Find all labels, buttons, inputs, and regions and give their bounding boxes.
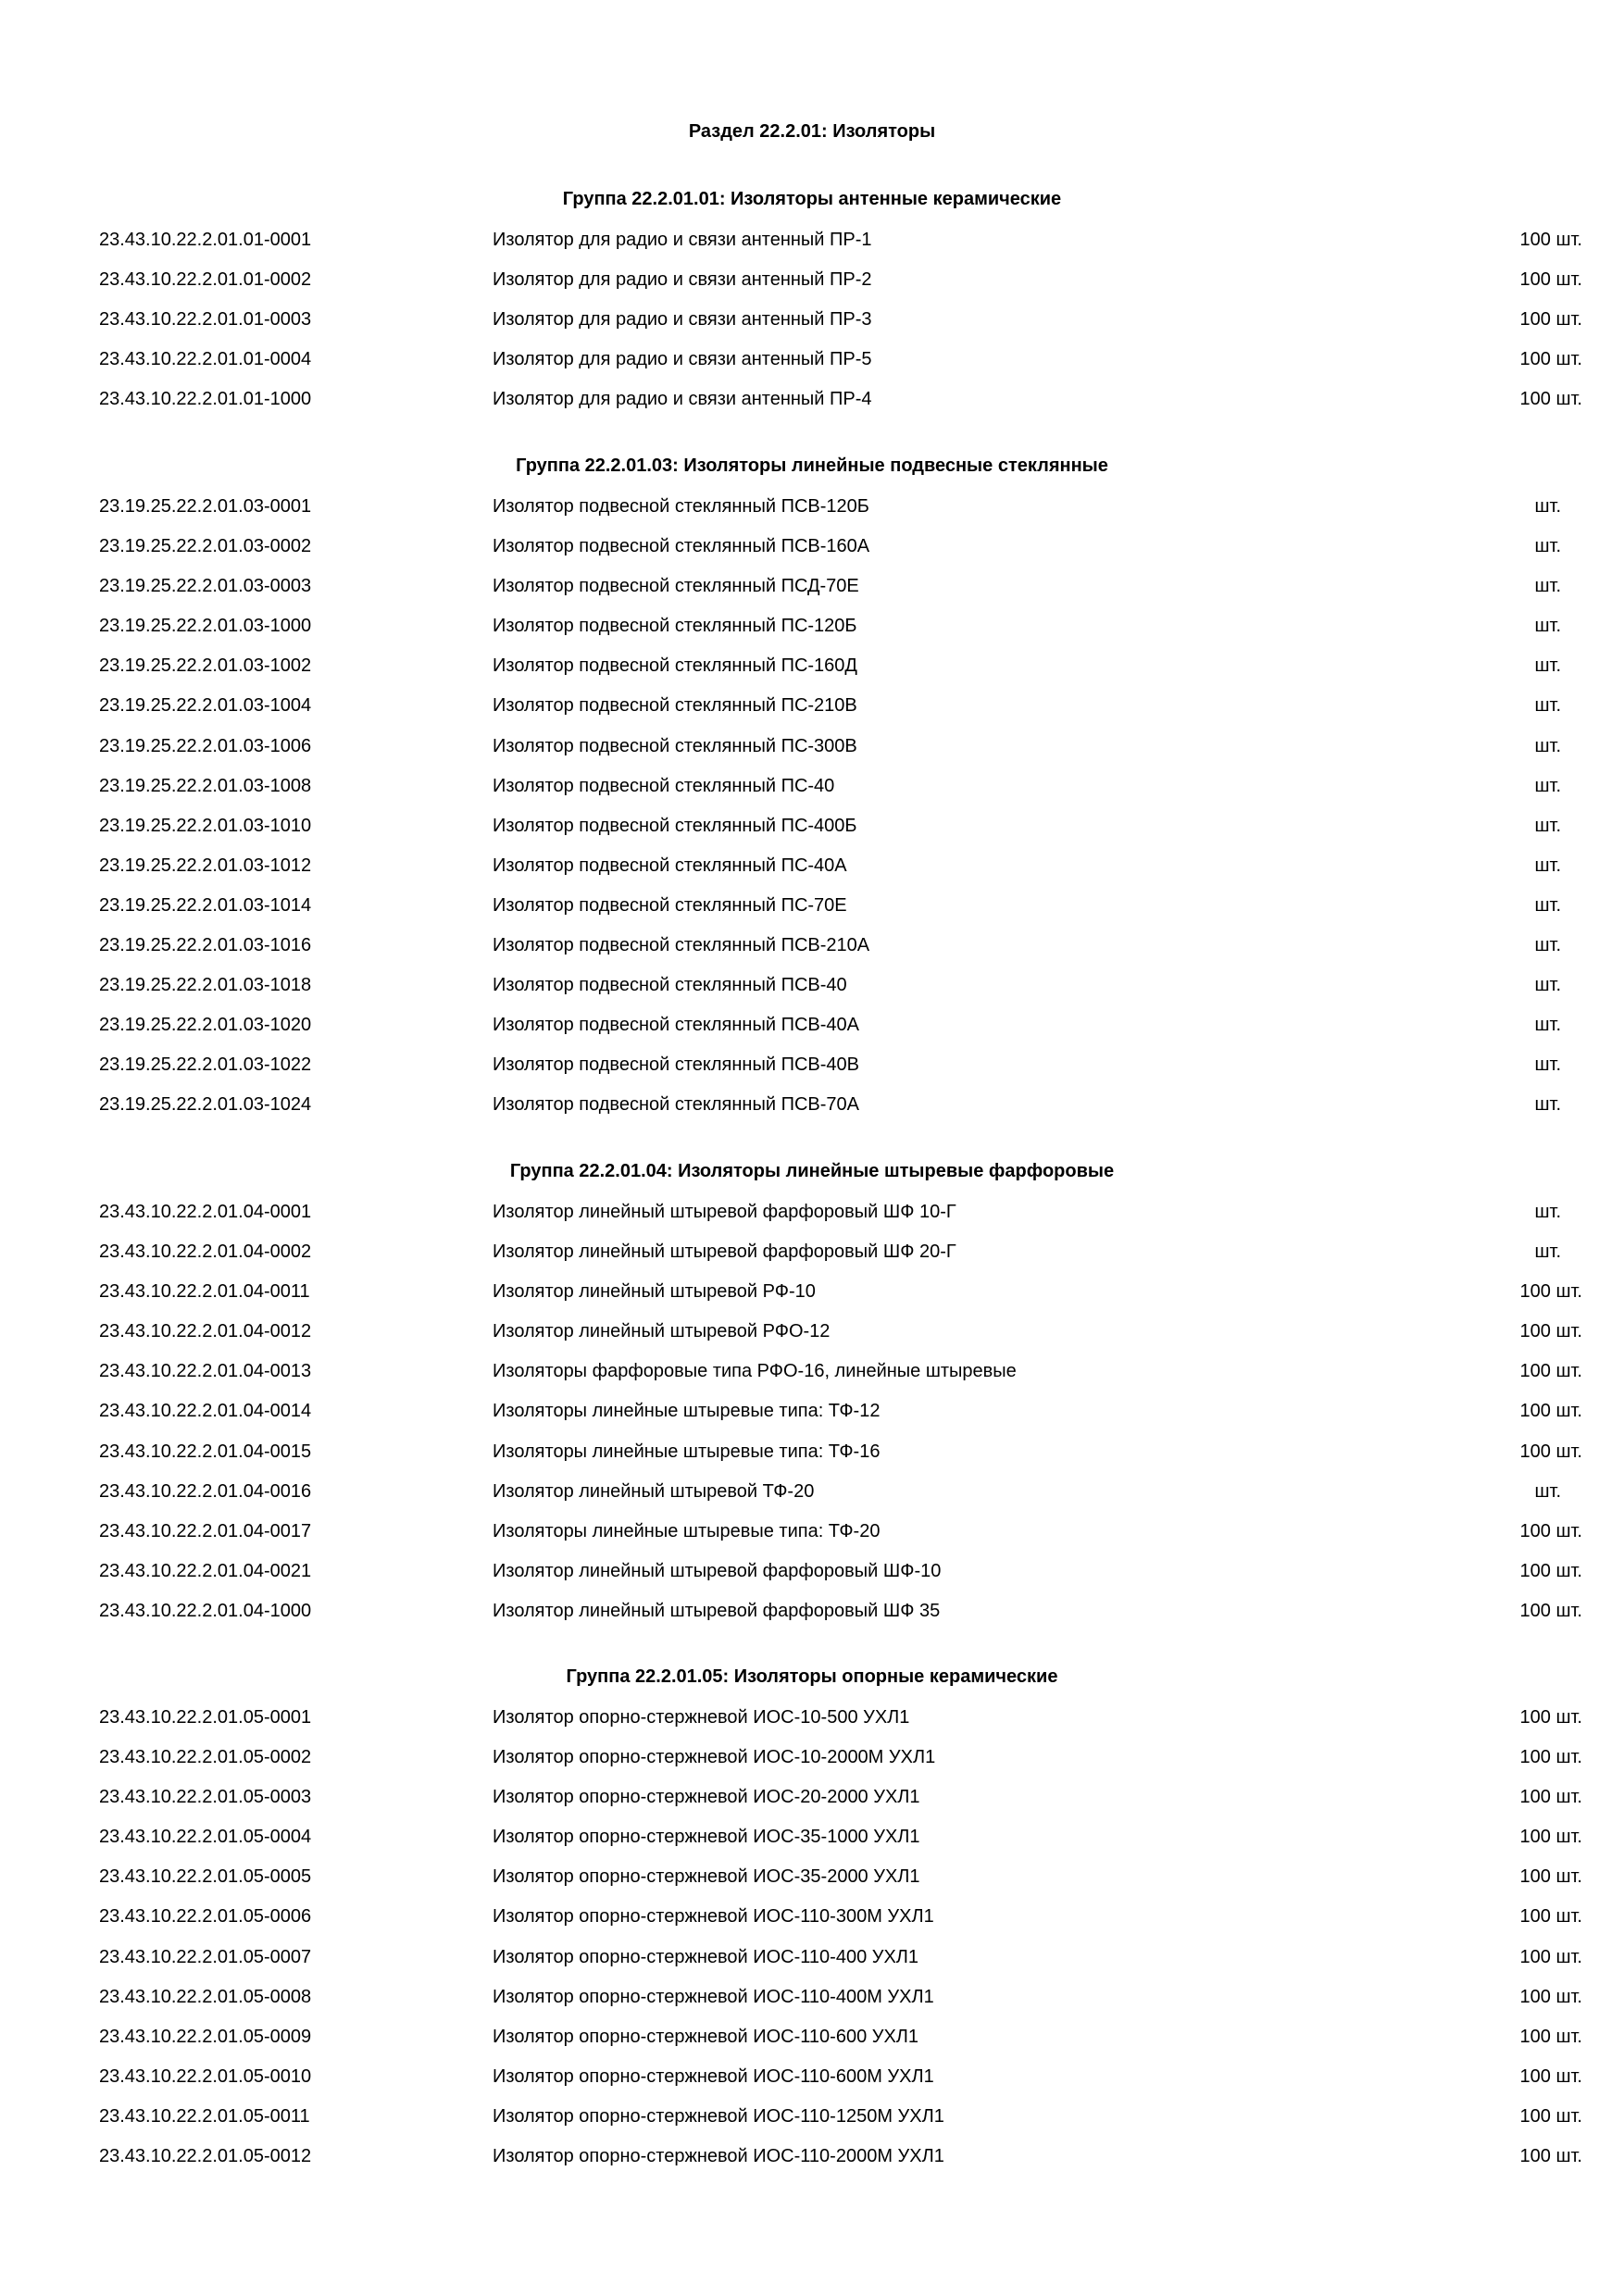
- row-name: Изолятор подвесной стеклянный ПСД-70Е: [493, 576, 859, 597]
- row-code: 23.43.10.22.2.01.04-1000: [99, 1600, 312, 1621]
- table-row: [0, 1397, 1624, 1437]
- row-unit: шт.: [1534, 894, 1561, 916]
- row-name: Изолятор опорно-стержневой ИОС-35-2000 УХЛ1: [493, 1866, 920, 1888]
- row-unit: шт.: [1534, 496, 1561, 517]
- table-row: [0, 1743, 1624, 1783]
- row-unit: 100 шт.: [1519, 1520, 1582, 1541]
- row-unit: 100 шт.: [1519, 1560, 1582, 1581]
- row-code: 23.43.10.22.2.01.05-0007: [99, 1946, 312, 1967]
- table-row: [0, 1051, 1624, 1091]
- row-name: Изолятор подвесной стеклянный ПСВ-40В: [493, 1054, 859, 1076]
- row-code: 23.19.25.22.2.01.03-1000: [99, 616, 312, 637]
- row-code: 23.19.25.22.2.01.03-1018: [99, 975, 312, 996]
- row-unit: 100 шт.: [1519, 1827, 1582, 1848]
- row-unit: шт.: [1534, 655, 1561, 677]
- table-row: [0, 1438, 1624, 1478]
- row-code: 23.43.10.22.2.01.05-0003: [99, 1787, 312, 1808]
- group-title: Группа 22.2.01.05: Изоляторы опорные керамические: [566, 1666, 1058, 1687]
- row-name: Изолятор подвесной стеклянный ПС-40А: [493, 855, 847, 876]
- row-unit: шт.: [1534, 935, 1561, 956]
- table-row: [0, 1783, 1624, 1823]
- table-row: [0, 1011, 1624, 1051]
- table-row: [0, 971, 1624, 1011]
- table-row: [0, 1517, 1624, 1557]
- row-code: 23.43.10.22.2.01.04-0017: [99, 1520, 312, 1541]
- table-row: [0, 385, 1624, 425]
- row-code: 23.43.10.22.2.01.04-0011: [99, 1281, 310, 1303]
- table-row: [0, 226, 1624, 266]
- table-row: [0, 852, 1624, 892]
- table-row: [0, 1238, 1624, 1278]
- table-row: [0, 931, 1624, 971]
- row-unit: 100 шт.: [1519, 2065, 1582, 2087]
- row-unit: 100 шт.: [1519, 389, 1582, 410]
- row-code: 23.19.25.22.2.01.03-1024: [99, 1094, 312, 1116]
- table-row: [0, 1903, 1624, 1942]
- row-unit: 100 шт.: [1519, 1946, 1582, 1967]
- row-code: 23.19.25.22.2.01.03-1008: [99, 775, 312, 796]
- table-row: [0, 1478, 1624, 1517]
- table-row: [0, 1983, 1624, 2023]
- row-code: 23.19.25.22.2.01.03-1020: [99, 1015, 312, 1036]
- row-unit: 100 шт.: [1519, 1600, 1582, 1621]
- row-name: Изолятор подвесной стеклянный ПСВ-40: [493, 975, 847, 996]
- row-code: 23.43.10.22.2.01.04-0001: [99, 1202, 312, 1222]
- row-unit: шт.: [1534, 1480, 1561, 1502]
- row-name: Изолятор опорно-стержневой ИОС-20-2000 УХЛ1: [493, 1787, 920, 1808]
- table-row: [0, 1703, 1624, 1743]
- row-unit: 100 шт.: [1519, 309, 1582, 331]
- row-unit: 100 шт.: [1519, 2146, 1582, 2167]
- row-code: 23.43.10.22.2.01.05-0010: [99, 2065, 312, 2087]
- row-name: Изолятор подвесной стеклянный ПС-120Б: [493, 616, 857, 637]
- table-row: [0, 732, 1624, 772]
- row-code: 23.43.10.22.2.01.01-0002: [99, 269, 312, 291]
- section-title: Раздел 22.2.01: Изоляторы: [688, 121, 936, 142]
- row-name: Изолятор опорно-стержневой ИОС-10-500 УХЛ1: [493, 1707, 910, 1728]
- row-name: Изолятор для радио и связи антенный ПР-4: [493, 389, 872, 410]
- row-unit: 100 шт.: [1519, 1321, 1582, 1342]
- table-row: [0, 812, 1624, 852]
- row-name: Изолятор линейный штыревой фарфоровый ШФ 10-Г: [493, 1202, 956, 1222]
- table-row: [0, 1823, 1624, 1863]
- group-title: Группа 22.2.01.04: Изоляторы линейные штыревые фарфоровые: [509, 1161, 1115, 1181]
- row-name: Изолятор подвесной стеклянный ПСВ-120Б: [493, 496, 869, 517]
- row-unit: шт.: [1534, 975, 1561, 996]
- row-name: Изолятор подвесной стеклянный ПСВ-160А: [493, 536, 870, 557]
- row-name: Изолятор для радио и связи антенный ПР-1: [493, 230, 872, 250]
- row-code: 23.43.10.22.2.01.04-0016: [99, 1480, 312, 1502]
- row-code: 23.19.25.22.2.01.03-1012: [99, 855, 312, 876]
- row-name: Изолятор опорно-стержневой ИОС-10-2000М УХЛ1: [493, 1747, 936, 1768]
- row-code: 23.43.10.22.2.01.05-0001: [99, 1707, 312, 1728]
- row-unit: шт.: [1534, 855, 1561, 876]
- row-code: 23.43.10.22.2.01.05-0009: [99, 2026, 312, 2047]
- row-code: 23.43.10.22.2.01.05-0004: [99, 1827, 312, 1848]
- row-code: 23.43.10.22.2.01.05-0011: [99, 2105, 310, 2127]
- table-row: [0, 1557, 1624, 1597]
- row-name: Изолятор линейный штыревой ТФ-20: [493, 1480, 815, 1502]
- table-row: [0, 1357, 1624, 1397]
- row-code: 23.43.10.22.2.01.01-0004: [99, 349, 312, 370]
- row-code: 23.43.10.22.2.01.01-0003: [99, 309, 312, 331]
- row-code: 23.43.10.22.2.01.04-0012: [99, 1321, 312, 1342]
- row-code: 23.19.25.22.2.01.03-1016: [99, 935, 312, 956]
- row-unit: шт.: [1534, 1242, 1561, 1263]
- table-row: [0, 1943, 1624, 1983]
- row-name: Изолятор подвесной стеклянный ПСВ-210А: [493, 935, 870, 956]
- row-name: Изолятор опорно-стержневой ИОС-110-400М УХЛ1: [493, 1986, 934, 2007]
- row-code: 23.19.25.22.2.01.03-1010: [99, 815, 312, 836]
- table-row: [0, 772, 1624, 812]
- group-title: Группа 22.2.01.01: Изоляторы антенные керамические: [562, 189, 1062, 209]
- table-row: [0, 1091, 1624, 1130]
- row-unit: шт.: [1534, 775, 1561, 796]
- row-code: 23.19.25.22.2.01.03-0002: [99, 536, 312, 557]
- row-unit: 100 шт.: [1519, 1361, 1582, 1382]
- row-code: 23.19.25.22.2.01.03-1004: [99, 695, 312, 717]
- row-code: 23.43.10.22.2.01.05-0008: [99, 1986, 312, 2007]
- row-name: Изолятор опорно-стержневой ИОС-110-600М УХЛ1: [493, 2065, 934, 2087]
- row-name: Изолятор опорно-стержневой ИОС-110-2000М УХЛ1: [493, 2146, 944, 2167]
- row-unit: 100 шт.: [1519, 1787, 1582, 1808]
- row-unit: 100 шт.: [1519, 1986, 1582, 2007]
- row-unit: шт.: [1534, 1015, 1561, 1036]
- row-code: 23.43.10.22.2.01.04-0002: [99, 1242, 312, 1263]
- table-row: [0, 2023, 1624, 2063]
- table-row: [0, 692, 1624, 731]
- row-code: 23.43.10.22.2.01.05-0002: [99, 1747, 312, 1768]
- row-unit: 100 шт.: [1519, 1747, 1582, 1768]
- row-code: 23.43.10.22.2.01.04-0015: [99, 1441, 312, 1462]
- row-code: 23.43.10.22.2.01.01-1000: [99, 389, 312, 410]
- table-row: [0, 892, 1624, 931]
- row-name: Изолятор подвесной стеклянный ПСВ-40А: [493, 1015, 859, 1036]
- row-unit: 100 шт.: [1519, 230, 1582, 250]
- row-name: Изолятор опорно-стержневой ИОС-110-600 УХЛ1: [493, 2026, 919, 2047]
- row-name: Изолятор подвесной стеклянный ПС-160Д: [493, 655, 857, 677]
- table-row: [0, 2103, 1624, 2142]
- row-name: Изолятор подвесной стеклянный ПСВ-70А: [493, 1094, 859, 1116]
- table-row: [0, 493, 1624, 532]
- table-row: [0, 306, 1624, 345]
- row-name: Изолятор для радио и связи антенный ПР-5: [493, 349, 872, 370]
- row-code: 23.19.25.22.2.01.03-1014: [99, 894, 312, 916]
- group-antenna-ceramic: [0, 185, 1624, 425]
- row-name: Изоляторы линейные штыревые типа: ТФ-20: [493, 1520, 881, 1541]
- row-unit: шт.: [1534, 695, 1561, 717]
- row-name: Изолятор для радио и связи антенный ПР-2: [493, 269, 872, 291]
- row-unit: 100 шт.: [1519, 1906, 1582, 1928]
- row-unit: шт.: [1534, 815, 1561, 836]
- row-code: 23.43.10.22.2.01.05-0006: [99, 1906, 312, 1928]
- table-row: [0, 2063, 1624, 2103]
- table-row: [0, 532, 1624, 572]
- row-unit: 100 шт.: [1519, 1866, 1582, 1888]
- row-unit: шт.: [1534, 1094, 1561, 1116]
- row-code: 23.43.10.22.2.01.05-0005: [99, 1866, 312, 1888]
- row-code: 23.43.10.22.2.01.04-0014: [99, 1401, 312, 1422]
- row-name: Изолятор подвесной стеклянный ПС-400Б: [493, 815, 857, 836]
- table-row: [0, 345, 1624, 385]
- table-row: [0, 2142, 1624, 2182]
- row-unit: 100 шт.: [1519, 269, 1582, 291]
- table-row: [0, 572, 1624, 612]
- row-name: Изоляторы линейные штыревые типа: ТФ-16: [493, 1441, 881, 1462]
- row-code: 23.19.25.22.2.01.03-0001: [99, 496, 312, 517]
- row-name: Изолятор опорно-стержневой ИОС-35-1000 УХЛ1: [493, 1827, 920, 1848]
- row-code: 23.43.10.22.2.01.04-0021: [99, 1560, 312, 1581]
- row-name: Изолятор линейный штыревой РФ-10: [493, 1281, 816, 1303]
- row-name: Изолятор линейный штыревой фарфоровый ШФ 35: [493, 1600, 941, 1621]
- row-name: Изолятор для радио и связи антенный ПР-3: [493, 309, 872, 331]
- row-name: Изолятор опорно-стержневой ИОС-110-300М УХЛ1: [493, 1906, 934, 1928]
- row-code: 23.19.25.22.2.01.03-1022: [99, 1054, 312, 1076]
- table-row: [0, 1278, 1624, 1317]
- row-name: Изолятор линейный штыревой РФО-12: [493, 1321, 831, 1342]
- table-row: [0, 1198, 1624, 1238]
- table-row: [0, 652, 1624, 692]
- row-unit: 100 шт.: [1519, 2105, 1582, 2127]
- row-unit: 100 шт.: [1519, 349, 1582, 370]
- row-unit: шт.: [1534, 536, 1561, 557]
- row-unit: шт.: [1534, 616, 1561, 637]
- row-code: 23.19.25.22.2.01.03-0003: [99, 576, 312, 597]
- table-row: [0, 1597, 1624, 1637]
- row-unit: шт.: [1534, 735, 1561, 756]
- row-name: Изоляторы фарфоровые типа РФО-16, линейные штыревые: [493, 1361, 1017, 1382]
- group-title: Группа 22.2.01.03: Изоляторы линейные подвесные стеклянные: [516, 455, 1108, 476]
- row-code: 23.19.25.22.2.01.03-1006: [99, 735, 312, 756]
- row-name: Изолятор линейный штыревой фарфоровый ШФ-10: [493, 1560, 942, 1581]
- row-unit: 100 шт.: [1519, 2026, 1582, 2047]
- row-unit: 100 шт.: [1519, 1281, 1582, 1303]
- row-code: 23.43.10.22.2.01.01-0001: [99, 230, 312, 250]
- row-name: Изолятор подвесной стеклянный ПС-70Е: [493, 894, 847, 916]
- row-unit: шт.: [1534, 1202, 1561, 1222]
- row-code: 23.43.10.22.2.01.05-0012: [99, 2146, 312, 2167]
- table-row: [0, 266, 1624, 306]
- row-unit: шт.: [1534, 576, 1561, 597]
- table-row: [0, 612, 1624, 652]
- row-unit: шт.: [1534, 1054, 1561, 1076]
- row-name: Изолятор подвесной стеклянный ПС-40: [493, 775, 835, 796]
- row-name: Изолятор подвесной стеклянный ПС-300В: [493, 735, 857, 756]
- group-suspension-glass: [0, 452, 1624, 1131]
- row-name: Изоляторы линейные штыревые типа: ТФ-12: [493, 1401, 881, 1422]
- group-support-ceramic: [0, 1663, 1624, 2182]
- row-name: Изолятор опорно-стержневой ИОС-110-400 УХЛ1: [493, 1946, 919, 1967]
- row-name: Изолятор подвесной стеклянный ПС-210В: [493, 695, 857, 717]
- table-row: [0, 1317, 1624, 1357]
- row-unit: 100 шт.: [1519, 1441, 1582, 1462]
- row-unit: 100 шт.: [1519, 1401, 1582, 1422]
- table-row: [0, 1863, 1624, 1903]
- row-code: 23.43.10.22.2.01.04-0013: [99, 1361, 312, 1382]
- row-name: Изолятор линейный штыревой фарфоровый ШФ 20-Г: [493, 1242, 956, 1263]
- row-unit: 100 шт.: [1519, 1707, 1582, 1728]
- row-name: Изолятор опорно-стержневой ИОС-110-1250М УХЛ1: [493, 2105, 944, 2127]
- group-pin-porcelain: [0, 1157, 1624, 1637]
- row-code: 23.19.25.22.2.01.03-1002: [99, 655, 312, 677]
